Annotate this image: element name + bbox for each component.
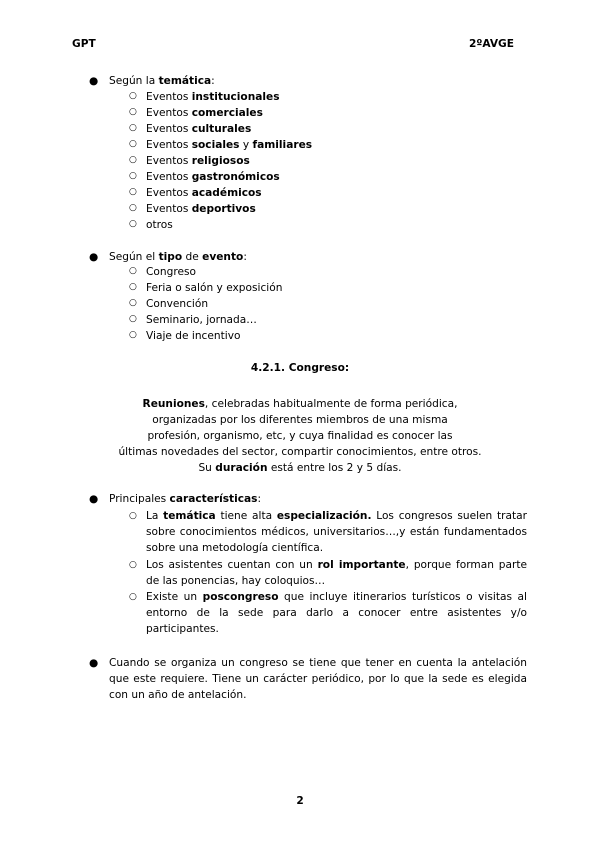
circle-bullet-icon: ○ <box>129 592 137 602</box>
list-item: ○ Congreso <box>129 266 196 278</box>
header-left: GPT <box>72 38 96 50</box>
circle-bullet-icon: ○ <box>129 123 137 133</box>
list-item: ○ Existe un poscongreso que incluye itinerarios turísticos o visitas al entorno de la sede para darlo a conocer entre asistentes y/o participantes. <box>129 591 527 635</box>
tematica-heading: ● Según la temática: <box>89 75 215 87</box>
header-right: 2ºAVGE <box>469 38 514 50</box>
circle-bullet-icon: ○ <box>129 266 137 276</box>
list-item: ○ Los asistentes cuentan con un rol importante, porque forman parte de las ponencias, hay coloquios… <box>129 559 527 587</box>
definition-line: organizadas por los diferentes miembros de una misma <box>152 414 448 426</box>
circle-bullet-icon: ○ <box>129 298 137 308</box>
bullet-icon: ● <box>89 75 99 87</box>
list-item: ○ Eventos sociales y familiares <box>129 139 313 151</box>
circle-bullet-icon: ○ <box>129 155 137 165</box>
list-item: ○ Eventos académicos <box>129 187 262 199</box>
bullet-icon: ● <box>89 493 99 505</box>
circle-bullet-icon: ○ <box>129 107 137 117</box>
circle-bullet-icon: ○ <box>129 314 137 324</box>
circle-bullet-icon: ○ <box>129 203 137 213</box>
bullet-icon: ● <box>89 251 99 263</box>
circle-bullet-icon: ○ <box>129 560 137 570</box>
circle-bullet-icon: ○ <box>129 171 137 181</box>
final-note: ● Cuando se organiza un congreso se tiene que tener en cuenta la antelación que este requiere. Tiene un carácter periódico, por lo que la sede es elegida con un año de antelación. <box>89 657 527 701</box>
list-item: ○ Feria o salón y exposición <box>129 282 283 294</box>
bullet-icon: ● <box>89 657 99 669</box>
list-item: ○ Eventos institucionales <box>129 91 280 103</box>
circle-bullet-icon: ○ <box>129 282 137 292</box>
list-item: ○ Viaje de incentivo <box>129 330 241 342</box>
list-item: ○ Eventos culturales <box>129 123 252 135</box>
list-item: ○ Eventos religiosos <box>129 155 250 167</box>
circle-bullet-icon: ○ <box>129 511 137 521</box>
list-item: ○ otros <box>129 219 173 231</box>
circle-bullet-icon: ○ <box>129 330 137 340</box>
tipo-heading: ● Según el tipo de evento: <box>89 251 247 263</box>
definition-line: Su duración está entre los 2 y 5 días. <box>198 462 402 474</box>
list-item: ○ Convención <box>129 298 209 310</box>
definition-line: profesión, organismo, etc, y cuya finalidad es conocer las <box>147 430 453 442</box>
section-title: 4.2.1. Congreso: <box>250 362 350 374</box>
list-item: ○ Eventos deportivos <box>129 203 256 215</box>
list-item: ○ Eventos comerciales <box>129 107 263 119</box>
list-item: ○ Seminario, jornada… <box>129 314 257 326</box>
list-item: ○ Eventos gastronómicos <box>129 171 280 183</box>
caracteristicas-heading: ● Principales características: <box>89 493 262 505</box>
definition-line: últimas novedades del sector, compartir conocimientos, entre otros. <box>118 446 482 458</box>
circle-bullet-icon: ○ <box>129 219 137 229</box>
circle-bullet-icon: ○ <box>129 139 137 149</box>
circle-bullet-icon: ○ <box>129 91 137 101</box>
circle-bullet-icon: ○ <box>129 187 137 197</box>
page-number: 2 <box>296 795 304 807</box>
definition-line: Reuniones, celebradas habitualmente de forma periódica, <box>142 398 458 410</box>
list-item: ○ La temática tiene alta especialización. Los congresos suelen tratar sobre conocimientos médicos, universitarios…,y están fundamentados sobre una metodología científica. <box>129 510 527 554</box>
